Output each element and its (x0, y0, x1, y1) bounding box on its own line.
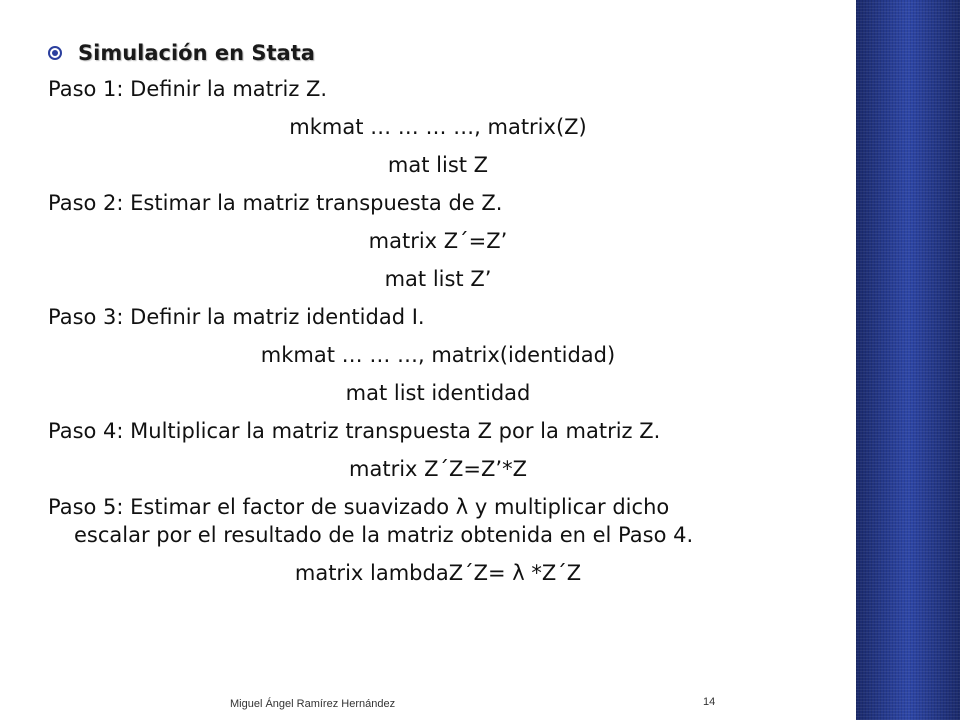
step-3-command-2: mat list identidad (345, 381, 531, 405)
step-5-text (48, 488, 828, 554)
step-1-command-1: mkmat … … … …, matrix(Z) (289, 115, 587, 139)
footer-author: Miguel Ángel Ramírez Hernández (230, 698, 396, 710)
step-1-command-2: mat list Z (387, 153, 489, 177)
slide-title-row (48, 36, 828, 70)
bullet-icon (48, 46, 62, 60)
step-5-text-line-1: Paso 5: Estimar el factor de suavizado λ y multiplicar dicho (48, 495, 670, 519)
step-2-command-2: mat list Z’ (384, 267, 492, 291)
step-2-command-1: matrix Z´=Z’ (368, 229, 508, 253)
slide-content (48, 36, 828, 592)
decorative-sidebar (856, 0, 960, 720)
slide-title: Simulación en Stata (78, 41, 315, 65)
step-3-command-1: mkmat … … …, matrix(identidad) (260, 343, 616, 367)
step-5-text-line-2: escalar por el resultado de la matriz obtenida en el Paso 4. (74, 523, 694, 547)
step-4-command-1: matrix Z´Z=Z’*Z (349, 457, 527, 481)
step-5-command-1: matrix lambdaZ´Z= λ *Z´Z (294, 561, 582, 585)
step-4-text: Paso 4: Multiplicar la matriz transpuesta Z por la matriz Z. (48, 419, 661, 443)
page-number: 14 (703, 696, 716, 708)
step-3-text: Paso 3: Definir la matriz identidad I. (48, 305, 425, 329)
step-2-text: Paso 2: Estimar la matriz transpuesta de Z. (48, 191, 503, 215)
step-1-text: Paso 1: Definir la matriz Z. (48, 77, 328, 101)
